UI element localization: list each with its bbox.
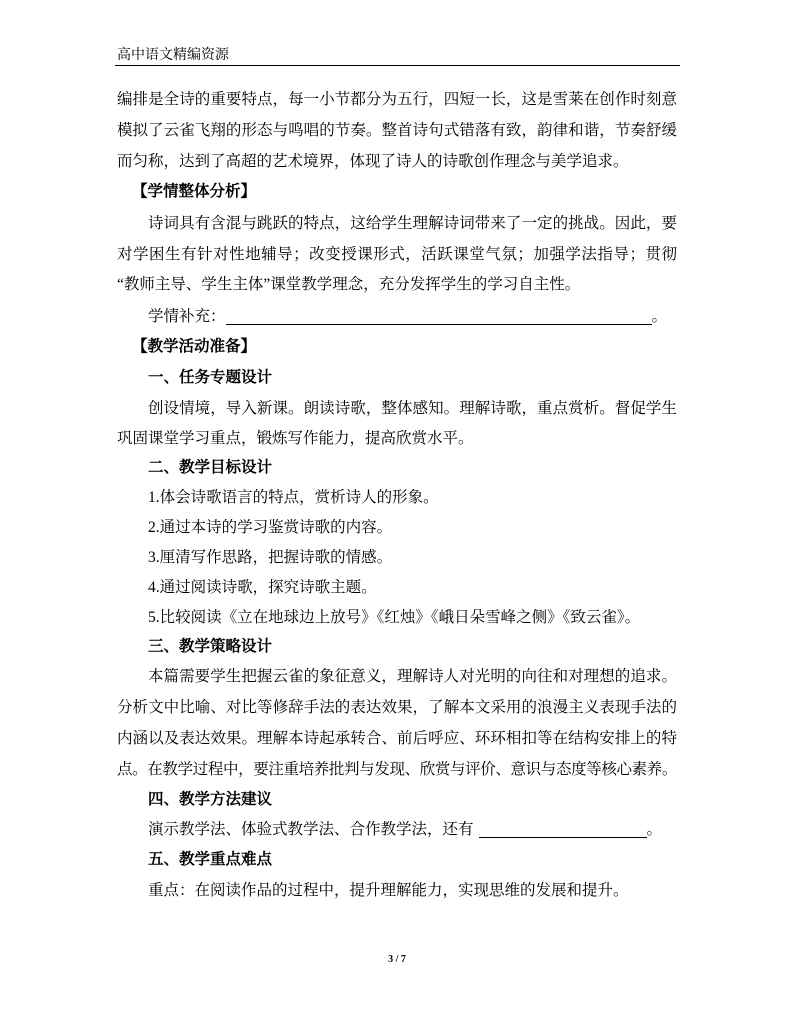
list-item: 4.通过阅读诗歌，探究诗歌主题。 [148,579,377,596]
methods-end: 。 [646,821,663,838]
supplement-line [148,302,677,332]
supplement-label: 学情补充： [148,308,226,325]
text-line: 点。在教学过程中，要注重培养批判与发现、欣赏与评价、意识与态度等核心素养。 [117,761,677,778]
list-item: 3.厘清写作思路，把握诗歌的情感。 [148,549,393,566]
header-rule [115,65,680,66]
text-line: 诗词具有含混与跳跃的特点，这给学生理解诗词带来了一定的挑战。因此，要 [148,215,677,232]
text-line: 对学困生有针对性地辅导；改变授课形式，活跃课堂气氛；加强学法指导；贯彻 [117,246,677,263]
methods-text: 演示教学法、体验式教学法、合作教学法，还有 [148,821,474,838]
subsection-heading: 二、教学目标设计 [148,459,273,476]
section-heading: 【教学活动准备】 [132,338,257,355]
fill-in-blank [226,310,652,325]
text-line: 创设情境，导入新课。朗读诗歌，整体感知。理解诗歌，重点赏析。督促学生 [148,400,677,417]
methods-line [148,815,677,845]
section-heading: 【学情整体分析】 [132,183,257,200]
subsection-heading: 四、教学方法建议 [148,791,273,808]
text-line: 巩固课堂学习重点，锻炼写作能力，提高欣赏水平。 [117,430,474,447]
text-line: 分析文中比喻、对比等修辞手法的表达效果，了解本文采用的浪漫主义表现手法的 [117,699,677,716]
text-line: 本篇需要学生把握云雀的象征意义，理解诗人对光明的向往和对理想的追求。 [148,668,677,685]
text-line: 重点：在阅读作品的过程中，提升理解能力，实现思维的发展和提升。 [148,882,629,899]
text-line: 编排是全诗的重要特点，每一小节都分为五行，四短一长，这是雪莱在创作时刻意 [117,91,677,108]
header-title: 高中语文精编资源 [117,48,229,63]
subsection-heading: 三、教学策略设计 [148,638,273,655]
text-line: 模拟了云雀飞翔的形态与鸣唱的节奏。整首诗句式错落有致，韵律和谐，节奏舒缓 [117,122,677,139]
text-line: 内涵以及表达效果。理解本诗起承转合、前后呼应、环环相扣等在结构安排上的特 [117,730,677,747]
supplement-end: 。 [651,308,668,325]
page-number: 3 / 7 [388,954,406,965]
text-line: 而匀称，达到了高超的艺术境界，体现了诗人的诗歌创作理念与美学追求。 [117,153,629,170]
list-item: 5.比较阅读《立在地球边上放号》《红烛》《峨日朵雪峰之侧》《致云雀》。 [148,609,641,626]
subsection-heading: 一、任务专题设计 [148,369,273,386]
text-line: “教师主导、学生主体”课堂教学理念，充分发挥学生的学习自主性。 [117,276,581,293]
list-item: 2.通过本诗的学习鉴赏诗歌的内容。 [148,519,393,536]
list-item: 1.体会诗歌语言的特点，赏析诗人的形象。 [148,489,439,506]
subsection-heading: 五、教学重点难点 [148,851,273,868]
fill-in-blank [479,823,647,838]
